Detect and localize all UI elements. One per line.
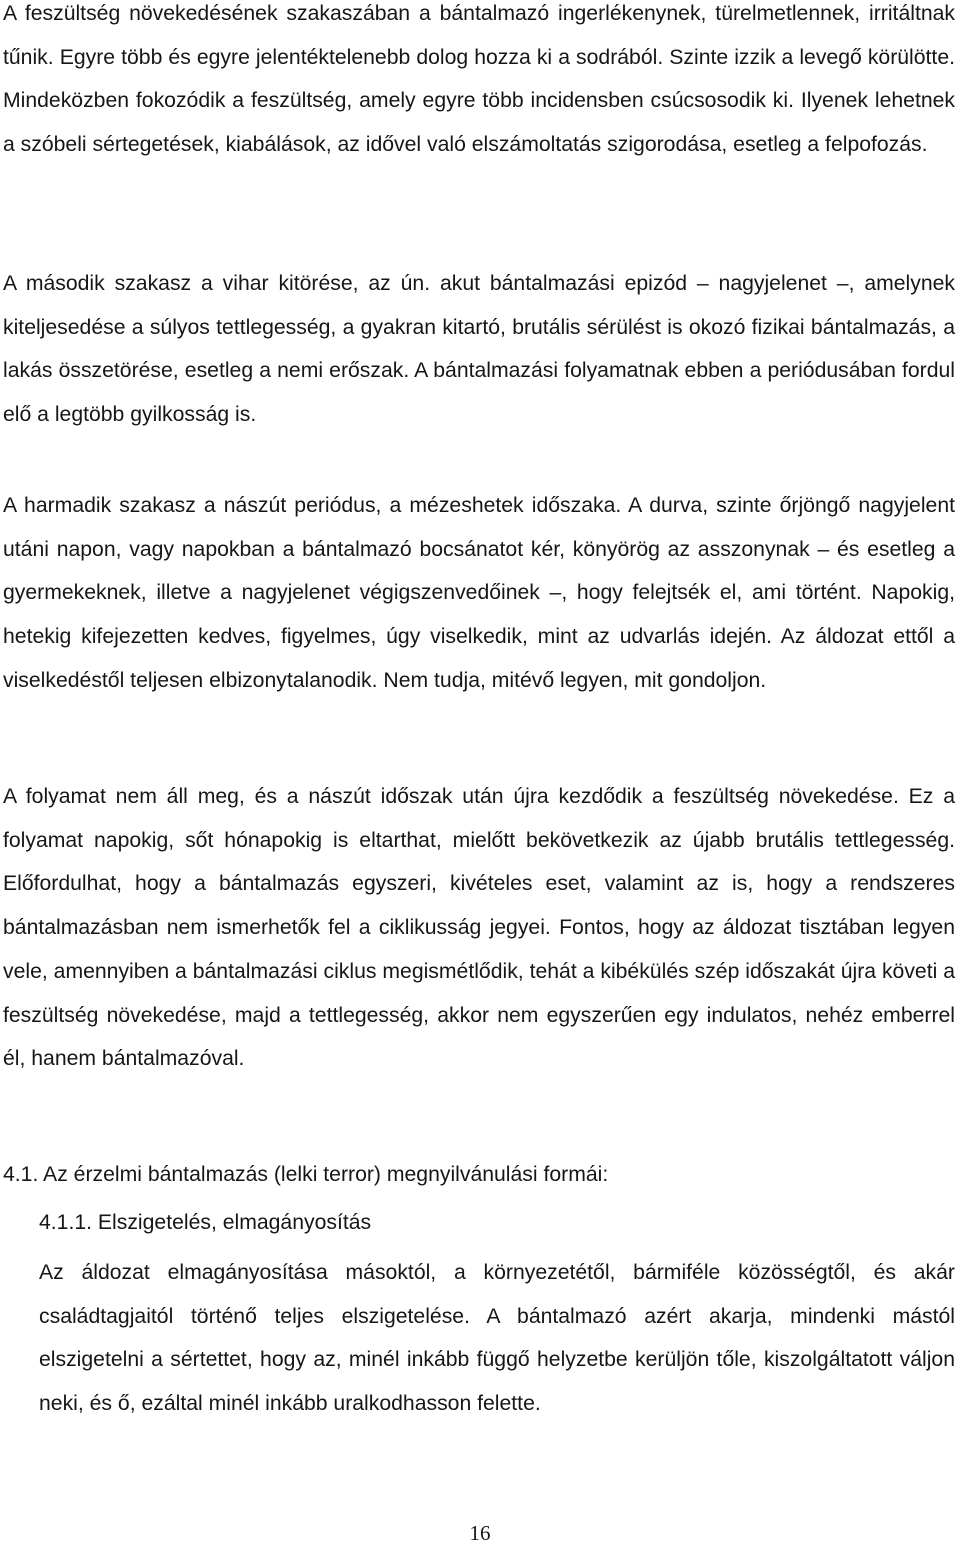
paragraph-cycle-repeats: A folyamat nem áll meg, és a nászút időszak után újra kezdődik a feszültség növekedése. Ez a folyamat napokig, sőt hónapokig is eltarthat, mielőtt bekövetkezik az újabb brutális tettlegesség. Előfordulhat, hogy a bántalmazás egyszeri, kivételes eset, valamint az is, hogy a rendszeres bántalmazásban nem ismerhetők fel a ciklikusság jegyei. Fontos, hogy az áldozat tisztában legyen vele, amennyiben a bántalmazási ciklus megismétlődik, tehát a kibékülés szép időszakát újra követi a feszültség növekedése, majd a tettlegesség, akkor nem egyszerűen egy indulatos, nehéz emberrel él, hanem bántalmazóval. [3, 785, 955, 1071]
paragraph-second-phase: A második szakasz a vihar kitörése, az ún. akut bántalmazási epizód – nagyjelenet –, amelynek kiteljesedése a súlyos tettlegesség, a gyakran kitartó, brutális sérülést is okozó fizikai bántalmazás, a lakás összetörése, esetleg a nemi erőszak. A bántalmazási folyamatnak ebben a periódusában fordul elő a legtöbb gyilkosság is. [3, 272, 955, 427]
page-number: 16 [469, 1521, 491, 1545]
paragraph-isolation: Az áldozat elmagányosítása másoktól, a környezetétől, bármiféle közösségtől, és akár családtagjaitól történő teljes elszigetelése. A bántalmazó azért akarja, mindenki mástól elszigetelni a sértettet, hogy az, minél inkább függő helyzetbe kerüljön tőle, kiszolgáltatott váljon neki, és ő, ezáltal minél inkább uralkodhasson felette. [39, 1261, 955, 1415]
paragraph-tension-phase: A feszültség növekedésének szakaszában a bántalmazó ingerlékenynek, türelmetlennek, irritáltnak tűnik. Egyre több és egyre jelentéktelenebb dolog hozza ki a sodrából. Szinte izzik a levegő körülötte. Mindeközben fokozódik a feszültség, amely egyre több incidensben csúcsosodik ki. Ilyenek lehetnek a szóbeli sértegetések, kiabálások, az idővel való elszámoltatás szigorodása, esetleg a felpofozás. [3, 2, 955, 157]
subsection-heading: 4.1.1. Elszigetelés, elmagányosítás [39, 1211, 372, 1234]
paragraph-third-phase: A harmadik szakasz a nászút periódus, a mézeshetek időszaka. A durva, szinte őrjöngő nagyjelent utáni napon, vagy napokban a bántalmazó bocsánatot kér, könyörög az asszonynak – és esetleg a gyermekeknek, illetve a nagyjelenet végigszenvedőinek –, hogy felejtsék el, ami történt. Napokig, hetekig kifejezetten kedves, figyelmes, úgy viselkedik, mint az udvarlás idején. Az áldozat ettől a viselkedéstől teljesen elbizonytalanodik. Nem tudja, mitévő legyen, mit gondoljon. [3, 494, 955, 692]
section-heading: 4.1. Az érzelmi bántalmazás (lelki terror) megnyilvánulási formái: [3, 1163, 609, 1186]
